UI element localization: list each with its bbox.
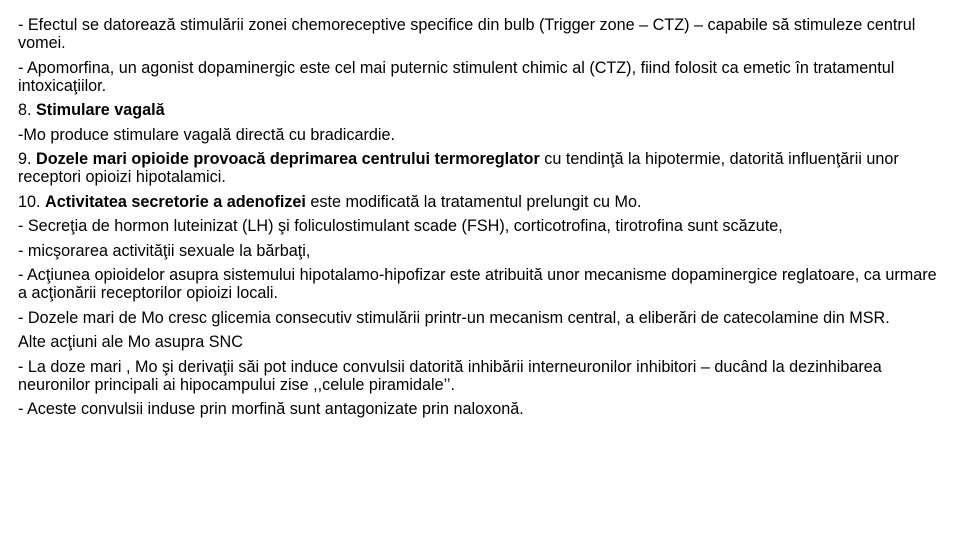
heading-vagal-stimulation bbox=[18, 101, 948, 119]
item-number: 10. bbox=[18, 192, 46, 211]
paragraph-rest: cu tendinţă la hipotermie, datorită influenţării unor receptori opioizi hipotalamici. bbox=[18, 150, 899, 186]
paragraph-thermoregulation bbox=[18, 150, 948, 186]
paragraph-sexual-activity: - micşorarea activităţii sexuale la bărbaţi, bbox=[18, 241, 311, 260]
paragraph-adenohypophysis bbox=[18, 193, 948, 211]
paragraph-naloxone: - Aceste convulsii induse prin morfină sunt antagonizate prin naloxonă. bbox=[18, 400, 524, 418]
subheading-other-cns-actions: Alte acţiuni ale Mo asupra SNC bbox=[18, 333, 243, 351]
paragraph-glycemia: - Dozele mari de Mo cresc glicemia consecutiv stimulării printr-un mecanism central, a eliberări de catecolamine din MSR. bbox=[18, 308, 890, 327]
paragraph-hypothalamo-hypophysis: - Acţiunea opioidelor asupra sistemului hipotalamo-hipofizar este atribuită unor mecanisme dopaminergice reglatoare, ca urmare a acţionării receptorilor opioizi locali. bbox=[18, 266, 937, 302]
bold-heading: Activitatea secretorie a adenofizei bbox=[45, 192, 306, 211]
paragraph-apomorphine: - Apomorfina, un agonist dopaminergic este cel mai puternic stimulent chimic al (CTZ), fiind folosit ca emetic în tratamentul intoxicaţiilor. bbox=[18, 58, 895, 95]
item-number: 8. bbox=[18, 101, 36, 119]
paragraph-convulsions: - La doze mari , Mo şi derivaţii săi pot induce convulsii datorită inhibării interneuronilor inhibitori – ducând la dezinhibarea neuronilor principali ai hipocampului zise ,,celule piramidale’’. bbox=[18, 357, 882, 394]
item-number: 9. bbox=[18, 150, 36, 168]
bold-heading: Dozele mari opioide provoacă deprimarea centrului termoreglator bbox=[36, 150, 540, 168]
paragraph-hormones: - Secreţia de hormon luteinizat (LH) şi foliculostimulant scade (FSH), corticotrofina, tirotrofina sunt scăzute, bbox=[18, 217, 783, 235]
slide-text-body bbox=[18, 16, 948, 425]
paragraph-ctz-effect: - Efectul se datorează stimulării zonei chemoreceptive specifice din bulb (Trigger zone – CTZ) – capabile să stimuleze centrul vomei. bbox=[18, 16, 916, 52]
paragraph-rest: este modificată la tratamentul prelungit cu Mo. bbox=[305, 192, 642, 211]
paragraph-bradycardia: -Mo produce stimulare vagală directă cu bradicardie. bbox=[18, 125, 395, 144]
bold-heading: Stimulare vagală bbox=[36, 101, 165, 119]
